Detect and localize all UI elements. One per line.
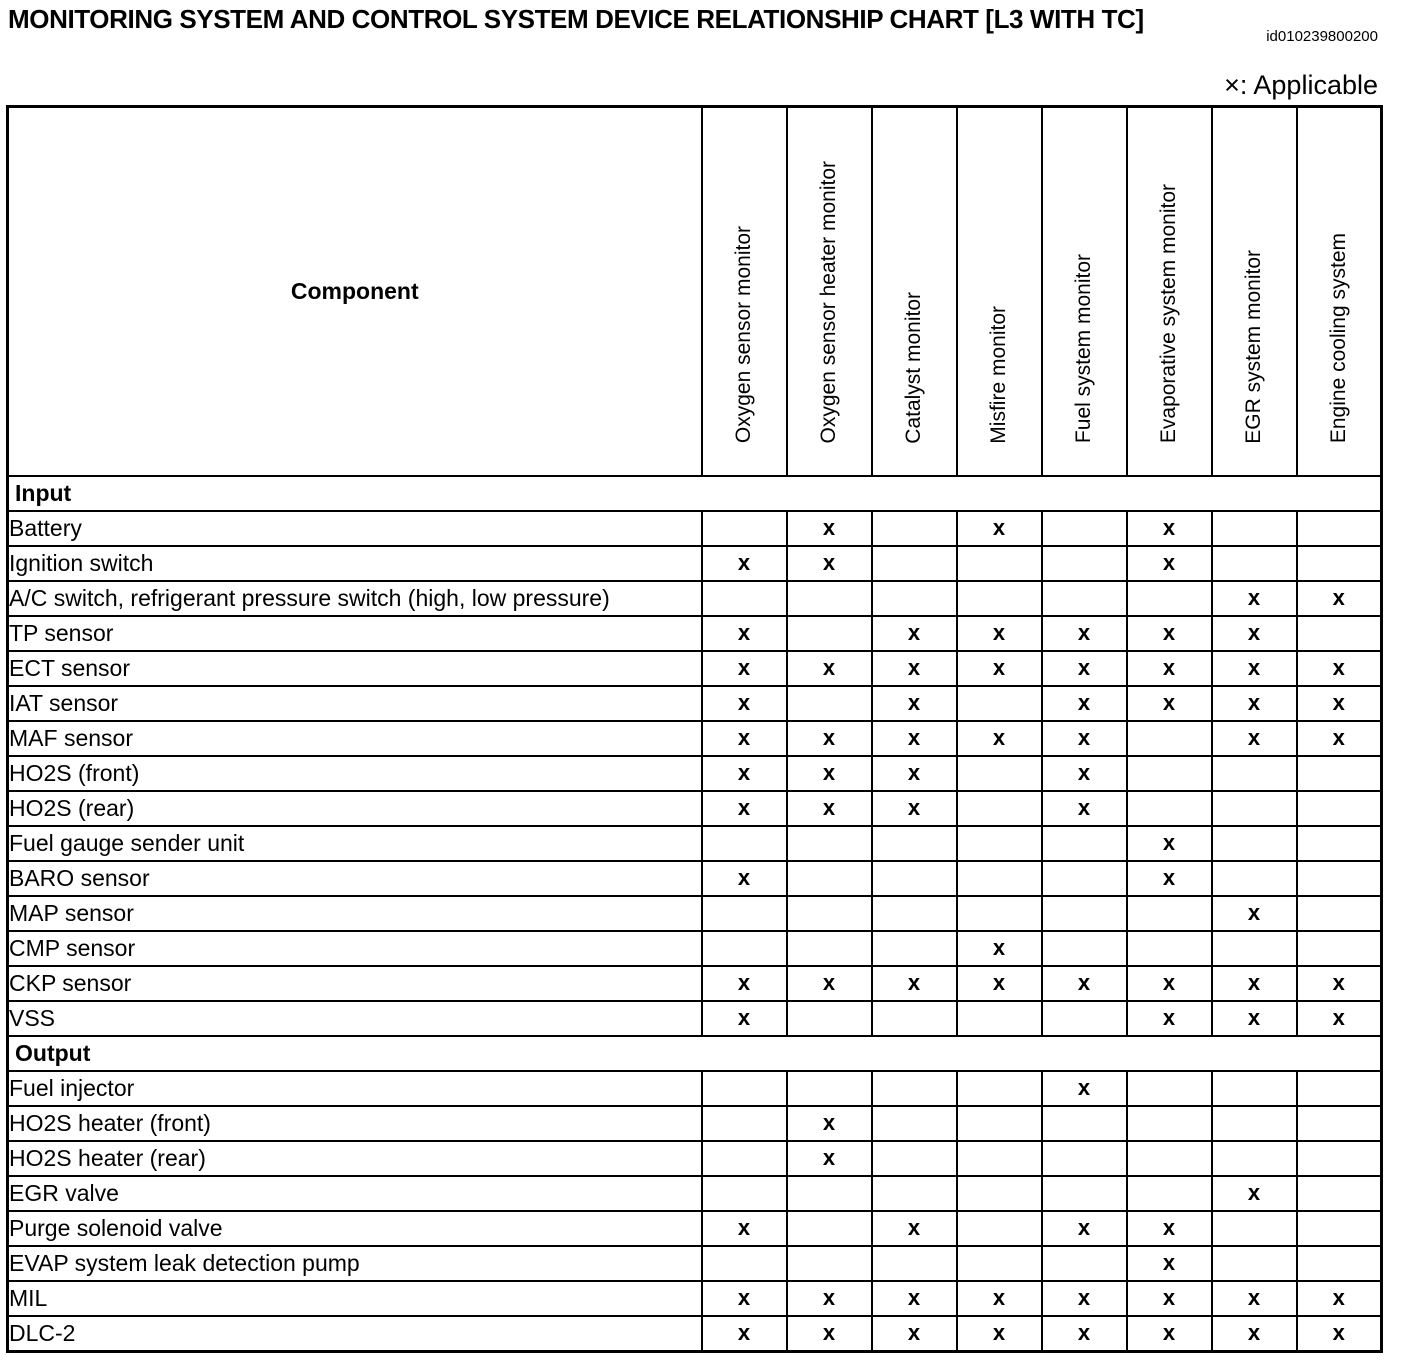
applicable-mark-cell: x [957, 651, 1042, 686]
table-row [8, 686, 1382, 721]
table-row [8, 791, 1382, 826]
empty-cell [957, 896, 1042, 931]
applicable-mark-cell: x [1212, 581, 1297, 616]
applicable-mark-cell: x [1297, 966, 1382, 1001]
table-row [8, 1071, 1382, 1106]
empty-cell [1042, 546, 1127, 581]
applicable-mark-cell: x [1042, 1316, 1127, 1352]
empty-cell [1127, 721, 1212, 756]
applicable-mark-cell: x [787, 546, 872, 581]
applicable-mark-cell: x [702, 546, 787, 581]
empty-cell [872, 546, 957, 581]
empty-cell [702, 1106, 787, 1141]
applicable-mark-cell: x [787, 966, 872, 1001]
empty-cell [1212, 511, 1297, 546]
empty-cell [787, 616, 872, 651]
table-row [8, 1246, 1382, 1281]
empty-cell [957, 546, 1042, 581]
component-cell: MIL [8, 1281, 702, 1316]
empty-cell [957, 1071, 1042, 1106]
empty-cell [872, 1001, 957, 1036]
applicable-mark-cell: x [702, 1281, 787, 1316]
component-cell: TP sensor [8, 616, 702, 651]
empty-cell [1297, 1141, 1382, 1176]
empty-cell [787, 931, 872, 966]
table-row [8, 931, 1382, 966]
empty-cell [1127, 791, 1212, 826]
applicable-mark-cell: x [1127, 1211, 1212, 1246]
document-id: id010239800200 [1266, 28, 1378, 45]
header-row [8, 107, 1382, 476]
monitor-header-label: Oxygen sensor heater monitor [817, 161, 840, 444]
empty-cell [1127, 1106, 1212, 1141]
applicable-mark-cell: x [702, 756, 787, 791]
empty-cell [702, 826, 787, 861]
applicable-mark-cell: x [787, 651, 872, 686]
empty-cell [872, 511, 957, 546]
applicable-mark-cell: x [872, 721, 957, 756]
applicable-mark-cell: x [1042, 1071, 1127, 1106]
page-title: MONITORING SYSTEM AND CONTROL SYSTEM DEVICE RELATIONSHIP CHART [L3 WITH TC] [8, 4, 1144, 34]
empty-cell [1127, 756, 1212, 791]
table-row [8, 651, 1382, 686]
table-row [8, 1106, 1382, 1141]
empty-cell [787, 1246, 872, 1281]
applicable-mark-cell: x [702, 721, 787, 756]
applicable-mark-cell: x [1212, 1316, 1297, 1352]
empty-cell [957, 826, 1042, 861]
applicable-mark-cell: x [787, 1141, 872, 1176]
applicable-mark-cell: x [1042, 756, 1127, 791]
monitor-header-label: Catalyst monitor [902, 291, 925, 444]
table-row [8, 1141, 1382, 1176]
applicable-mark-cell: x [957, 1281, 1042, 1316]
monitor-header [957, 107, 1042, 476]
component-cell: HO2S (rear) [8, 791, 702, 826]
empty-cell [1297, 826, 1382, 861]
empty-cell [957, 861, 1042, 896]
empty-cell [872, 1176, 957, 1211]
empty-cell [787, 1071, 872, 1106]
table-row [8, 1001, 1382, 1036]
section-row [8, 476, 1382, 511]
empty-cell [1212, 791, 1297, 826]
empty-cell [1212, 1141, 1297, 1176]
empty-cell [1127, 581, 1212, 616]
empty-cell [787, 896, 872, 931]
applicable-mark-cell: x [1127, 1316, 1212, 1352]
applicable-mark-cell: x [1127, 861, 1212, 896]
applicable-mark-cell: x [702, 966, 787, 1001]
component-cell: CMP sensor [8, 931, 702, 966]
empty-cell [957, 1106, 1042, 1141]
applicable-mark-cell: x [787, 1281, 872, 1316]
empty-cell [1127, 1141, 1212, 1176]
empty-cell [1042, 1176, 1127, 1211]
applicable-mark-cell: x [1212, 966, 1297, 1001]
empty-cell [1042, 1001, 1127, 1036]
empty-cell [872, 826, 957, 861]
applicable-mark-cell: x [787, 791, 872, 826]
component-cell: VSS [8, 1001, 702, 1036]
applicable-mark-cell: x [1297, 1001, 1382, 1036]
monitor-header [1297, 107, 1382, 476]
empty-cell [1297, 1176, 1382, 1211]
applicable-mark-cell: x [702, 651, 787, 686]
applicable-mark-cell: x [1127, 546, 1212, 581]
table-row [8, 1316, 1382, 1352]
empty-cell [1042, 896, 1127, 931]
applicable-mark-cell: x [787, 1106, 872, 1141]
applicable-mark-cell: x [1042, 651, 1127, 686]
applicable-mark-cell: x [1127, 826, 1212, 861]
monitor-header [1127, 107, 1212, 476]
table-row [8, 1281, 1382, 1316]
empty-cell [787, 826, 872, 861]
applicable-mark-cell: x [1042, 966, 1127, 1001]
empty-cell [1297, 791, 1382, 826]
empty-cell [872, 1246, 957, 1281]
empty-cell [1212, 826, 1297, 861]
applicable-mark-cell: x [1127, 1246, 1212, 1281]
section-row [8, 1036, 1382, 1071]
applicable-mark-cell: x [957, 616, 1042, 651]
empty-cell [1212, 1211, 1297, 1246]
empty-cell [1297, 1106, 1382, 1141]
empty-cell [702, 581, 787, 616]
empty-cell [1042, 1106, 1127, 1141]
empty-cell [1042, 931, 1127, 966]
component-cell: HO2S heater (front) [8, 1106, 702, 1141]
component-cell: EGR valve [8, 1176, 702, 1211]
empty-cell [787, 1001, 872, 1036]
empty-cell [957, 1141, 1042, 1176]
component-header: Component [8, 107, 702, 476]
empty-cell [702, 1141, 787, 1176]
empty-cell [1297, 1246, 1382, 1281]
component-cell: HO2S heater (rear) [8, 1141, 702, 1176]
applicable-mark-cell: x [787, 1316, 872, 1352]
empty-cell [1042, 511, 1127, 546]
empty-cell [957, 581, 1042, 616]
applicable-mark-cell: x [1212, 1176, 1297, 1211]
applicable-mark-cell: x [872, 1316, 957, 1352]
applicable-mark-cell: x [872, 686, 957, 721]
applicable-mark-cell: x [872, 1281, 957, 1316]
component-cell: EVAP system leak detection pump [8, 1246, 702, 1281]
applicable-mark-cell: x [1297, 1281, 1382, 1316]
applicable-mark-cell: x [957, 931, 1042, 966]
monitor-header [1042, 107, 1127, 476]
applicable-mark-cell: x [1042, 791, 1127, 826]
applicable-mark-cell: x [1127, 966, 1212, 1001]
component-cell: Fuel gauge sender unit [8, 826, 702, 861]
monitor-header-label: Misfire monitor [987, 305, 1010, 444]
empty-cell [1042, 826, 1127, 861]
applicable-mark-cell: x [702, 1001, 787, 1036]
applicable-mark-cell: x [872, 651, 957, 686]
applicable-mark-cell: x [872, 616, 957, 651]
relationship-chart [6, 105, 1383, 1353]
applicable-mark-cell: x [1127, 651, 1212, 686]
component-cell: ECT sensor [8, 651, 702, 686]
table-row [8, 756, 1382, 791]
applicable-mark-cell: x [1297, 651, 1382, 686]
empty-cell [787, 581, 872, 616]
empty-cell [1042, 1141, 1127, 1176]
empty-cell [787, 861, 872, 896]
table-row [8, 1176, 1382, 1211]
applicable-mark-cell: x [1127, 1001, 1212, 1036]
monitor-header [787, 107, 872, 476]
empty-cell [1297, 616, 1382, 651]
empty-cell [702, 511, 787, 546]
component-cell: Purge solenoid valve [8, 1211, 702, 1246]
monitor-header-label: Engine cooling system [1326, 233, 1350, 444]
monitor-header-label: Evaporative system monitor [1157, 184, 1180, 444]
applicable-mark-cell: x [1042, 1211, 1127, 1246]
section-label: Input [8, 476, 1382, 511]
component-cell: Battery [8, 511, 702, 546]
empty-cell [957, 756, 1042, 791]
applicable-mark-cell: x [1212, 651, 1297, 686]
empty-cell [1042, 861, 1127, 896]
empty-cell [1212, 546, 1297, 581]
component-cell: A/C switch, refrigerant pressure switch (high, low pressure) [8, 581, 702, 616]
applicable-mark-cell: x [872, 756, 957, 791]
empty-cell [872, 1071, 957, 1106]
empty-cell [1297, 896, 1382, 931]
component-cell: DLC-2 [8, 1316, 702, 1352]
applicable-mark-cell: x [787, 511, 872, 546]
empty-cell [872, 861, 957, 896]
empty-cell [1212, 756, 1297, 791]
applicable-mark-cell: x [1127, 511, 1212, 546]
applicable-mark-cell: x [1127, 616, 1212, 651]
applicable-mark-cell: x [702, 616, 787, 651]
empty-cell [957, 1001, 1042, 1036]
applicable-mark-cell: x [957, 966, 1042, 1001]
applicable-mark-cell: x [1297, 581, 1382, 616]
applicable-mark-cell: x [872, 1211, 957, 1246]
applicable-mark-cell: x [1042, 1281, 1127, 1316]
empty-cell [1297, 861, 1382, 896]
applicable-mark-cell: x [787, 756, 872, 791]
empty-cell [957, 1211, 1042, 1246]
applicable-mark-cell: x [872, 791, 957, 826]
table-row [8, 1211, 1382, 1246]
empty-cell [1297, 546, 1382, 581]
empty-cell [957, 1246, 1042, 1281]
empty-cell [872, 1106, 957, 1141]
monitor-header [702, 107, 787, 476]
component-cell: Fuel injector [8, 1071, 702, 1106]
table-row [8, 826, 1382, 861]
applicable-mark-cell: x [1127, 1281, 1212, 1316]
empty-cell [1297, 511, 1382, 546]
component-cell: MAF sensor [8, 721, 702, 756]
empty-cell [957, 686, 1042, 721]
empty-cell [872, 931, 957, 966]
empty-cell [872, 896, 957, 931]
empty-cell [872, 1141, 957, 1176]
empty-cell [1127, 931, 1212, 966]
applicable-mark-cell: x [1042, 616, 1127, 651]
empty-cell [702, 896, 787, 931]
table-row [8, 966, 1382, 1001]
section-label: Output [8, 1036, 1382, 1071]
monitor-header-label: Fuel system monitor [1072, 254, 1095, 444]
applicable-mark-cell: x [1042, 721, 1127, 756]
applicable-mark-cell: x [702, 1211, 787, 1246]
component-cell: CKP sensor [8, 966, 702, 1001]
empty-cell [872, 581, 957, 616]
empty-cell [1297, 1071, 1382, 1106]
component-cell: MAP sensor [8, 896, 702, 931]
table-row [8, 721, 1382, 756]
applicable-mark-cell: x [702, 1316, 787, 1352]
component-cell: BARO sensor [8, 861, 702, 896]
applicable-mark-cell: x [1297, 721, 1382, 756]
applicable-mark-cell: x [1212, 1281, 1297, 1316]
monitor-header [872, 107, 957, 476]
applicable-mark-cell: x [1212, 686, 1297, 721]
empty-cell [702, 1176, 787, 1211]
empty-cell [1297, 931, 1382, 966]
applicable-mark-cell: x [1042, 686, 1127, 721]
applicable-mark-cell: x [787, 721, 872, 756]
empty-cell [1297, 1211, 1382, 1246]
empty-cell [1127, 1071, 1212, 1106]
applicable-mark-cell: x [957, 1316, 1042, 1352]
empty-cell [1297, 756, 1382, 791]
applicable-mark-cell: x [957, 511, 1042, 546]
empty-cell [1212, 1106, 1297, 1141]
chart-body [8, 476, 1382, 1352]
empty-cell [1127, 1176, 1212, 1211]
empty-cell [1212, 861, 1297, 896]
empty-cell [787, 1176, 872, 1211]
table-row [8, 546, 1382, 581]
component-cell: HO2S (front) [8, 756, 702, 791]
table-row [8, 896, 1382, 931]
empty-cell [1212, 1246, 1297, 1281]
monitor-header-label: EGR system monitor [1242, 249, 1265, 444]
empty-cell [957, 791, 1042, 826]
applicable-mark-cell: x [1212, 721, 1297, 756]
table-row [8, 511, 1382, 546]
component-cell: Ignition switch [8, 546, 702, 581]
applicable-mark-cell: x [702, 861, 787, 896]
table-row [8, 581, 1382, 616]
empty-cell [957, 1176, 1042, 1211]
applicable-mark-cell: x [1212, 616, 1297, 651]
applicable-mark-cell: x [1127, 686, 1212, 721]
applicable-mark-cell: x [702, 686, 787, 721]
empty-cell [702, 1071, 787, 1106]
empty-cell [1212, 931, 1297, 966]
empty-cell [702, 931, 787, 966]
empty-cell [1042, 1246, 1127, 1281]
empty-cell [787, 1211, 872, 1246]
empty-cell [1042, 581, 1127, 616]
applicable-mark-cell: x [957, 721, 1042, 756]
applicable-mark-cell: x [1212, 1001, 1297, 1036]
table-row [8, 861, 1382, 896]
table-row [8, 616, 1382, 651]
legend: ×: Applicable [1224, 70, 1378, 100]
monitor-header [1212, 107, 1297, 476]
empty-cell [1212, 1071, 1297, 1106]
component-cell: IAT sensor [8, 686, 702, 721]
empty-cell [702, 1246, 787, 1281]
applicable-mark-cell: x [1212, 896, 1297, 931]
empty-cell [1127, 896, 1212, 931]
applicable-mark-cell: x [1297, 686, 1382, 721]
applicable-mark-cell: x [872, 966, 957, 1001]
monitor-header-label: Oxygen sensor monitor [732, 226, 755, 444]
empty-cell [787, 686, 872, 721]
applicable-mark-cell: x [1297, 1316, 1382, 1352]
applicable-mark-cell: x [702, 791, 787, 826]
